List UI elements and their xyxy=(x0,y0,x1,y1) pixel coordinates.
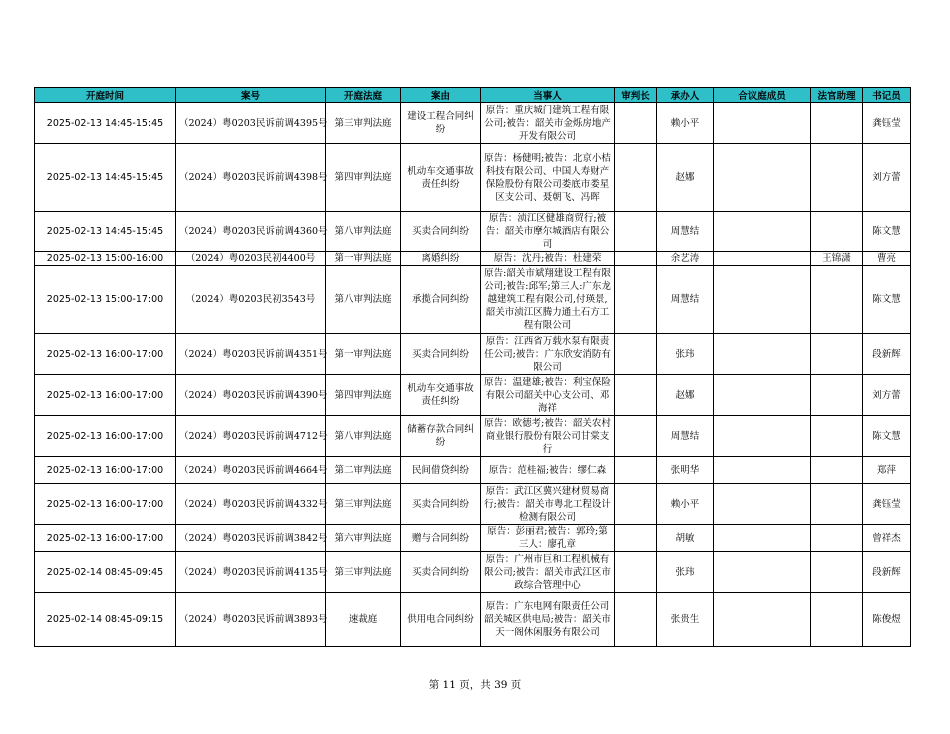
cell-clerk: 陈文慧 xyxy=(863,416,911,457)
cell-assistant xyxy=(811,334,863,375)
cell-handler: 胡敏 xyxy=(657,525,714,552)
cell-court: 第八审判法庭 xyxy=(326,266,401,334)
table-header-row xyxy=(35,88,911,103)
table-row xyxy=(35,334,911,375)
cell-panel xyxy=(714,103,811,144)
cell-clerk: 龚钰莹 xyxy=(863,103,911,144)
cell-court: 第四审判法庭 xyxy=(326,144,401,212)
table-row xyxy=(35,525,911,552)
col-header-chief-judge: 审判长 xyxy=(615,88,657,103)
cell-cause: 买卖合同纠纷 xyxy=(401,212,481,252)
table-row xyxy=(35,252,911,266)
cell-assistant xyxy=(811,266,863,334)
table-row xyxy=(35,593,911,647)
cell-chief-judge xyxy=(615,416,657,457)
table-row xyxy=(35,457,911,484)
cell-time: 2025-02-14 08:45-09:45 xyxy=(35,552,176,593)
cell-case-no: （2024）粤0203民诉前调3893号 xyxy=(176,593,326,647)
cell-time: 2025-02-13 14:45-15:45 xyxy=(35,144,176,212)
cell-panel xyxy=(714,334,811,375)
cell-time: 2025-02-13 16:00-17:00 xyxy=(35,334,176,375)
cell-parties: 原告：浈江区健雄商贸行;被告：韶关市摩尔城酒店有限公司 xyxy=(481,212,615,252)
cell-time: 2025-02-13 14:45-15:45 xyxy=(35,103,176,144)
cell-court: 第三审判法庭 xyxy=(326,484,401,525)
cell-parties: 原告：温建雄;被告：利宝保险有限公司韶关中心支公司、邓海祥 xyxy=(481,375,615,416)
cell-clerk: 龚钰莹 xyxy=(863,484,911,525)
cell-case-no: （2024）粤0203民诉前调4360号 xyxy=(176,212,326,252)
col-header-handler: 承办人 xyxy=(657,88,714,103)
cell-chief-judge xyxy=(615,252,657,266)
cell-cause: 民间借贷纠纷 xyxy=(401,457,481,484)
cell-clerk: 刘方蕾 xyxy=(863,375,911,416)
cell-handler: 赖小平 xyxy=(657,484,714,525)
cell-cause: 买卖合同纠纷 xyxy=(401,552,481,593)
cell-handler: 张明华 xyxy=(657,457,714,484)
table-row xyxy=(35,103,911,144)
cell-chief-judge xyxy=(615,525,657,552)
cell-case-no: （2024）粤0203民诉前调4398号 xyxy=(176,144,326,212)
cell-parties: 原告:韶关市斌翔建设工程有限公司;被告:邱军;第三人:广东龙越建筑工程有限公司,付瑛景,韶关市浈江区腾力通土石方工程有限公司 xyxy=(481,266,615,334)
cell-chief-judge xyxy=(615,484,657,525)
col-header-assistant: 法官助理 xyxy=(811,88,863,103)
cell-time: 2025-02-13 16:00-17:00 xyxy=(35,484,176,525)
cell-chief-judge xyxy=(615,144,657,212)
cell-case-no: （2024）粤0203民诉前调4664号 xyxy=(176,457,326,484)
cell-assistant xyxy=(811,484,863,525)
cell-time: 2025-02-13 15:00-16:00 xyxy=(35,252,176,266)
cell-parties: 原告：江西省万载水泵有限责任公司;被告：广东欣安消防有限公司 xyxy=(481,334,615,375)
cell-court: 第六审判法庭 xyxy=(326,525,401,552)
cell-clerk: 刘方蕾 xyxy=(863,144,911,212)
cell-chief-judge xyxy=(615,457,657,484)
cell-assistant xyxy=(811,552,863,593)
cell-panel xyxy=(714,416,811,457)
cell-panel xyxy=(714,212,811,252)
cell-case-no: （2024）粤0203民诉前调4395号 xyxy=(176,103,326,144)
cell-parties: 原告：范桂福;被告：缪仁森 xyxy=(481,457,615,484)
cell-cause: 机动车交通事故责任纠纷 xyxy=(401,375,481,416)
cell-chief-judge xyxy=(615,266,657,334)
cell-clerk: 曹亮 xyxy=(863,252,911,266)
cell-parties: 原告：彭丽君;被告：郭玲;第三人：廖孔章 xyxy=(481,525,615,552)
cell-time: 2025-02-14 08:45-09:15 xyxy=(35,593,176,647)
cell-chief-judge xyxy=(615,552,657,593)
cell-cause: 机动车交通事故责任纠纷 xyxy=(401,144,481,212)
table-row xyxy=(35,552,911,593)
cell-time: 2025-02-13 16:00-17:00 xyxy=(35,457,176,484)
cell-assistant xyxy=(811,457,863,484)
cell-panel xyxy=(714,525,811,552)
cell-parties: 原告：广州市巨和工程机械有限公司;被告：韶关市武江区市政综合管理中心 xyxy=(481,552,615,593)
cell-assistant xyxy=(811,144,863,212)
cell-case-no: （2024）粤0203民诉前调4712号 xyxy=(176,416,326,457)
col-header-court: 开庭法庭 xyxy=(326,88,401,103)
col-header-clerk: 书记员 xyxy=(863,88,911,103)
col-header-cause: 案由 xyxy=(401,88,481,103)
cell-chief-judge xyxy=(615,334,657,375)
hearing-schedule-table xyxy=(34,87,911,647)
cell-parties: 原告：武江区冀兴建材贸易商行;被告：韶关市粤北工程设计检测有限公司 xyxy=(481,484,615,525)
cell-chief-judge xyxy=(615,375,657,416)
cell-panel xyxy=(714,552,811,593)
cell-handler: 周慧结 xyxy=(657,416,714,457)
cell-clerk: 段新辉 xyxy=(863,334,911,375)
cell-clerk: 陈文慧 xyxy=(863,266,911,334)
col-header-parties: 当事人 xyxy=(481,88,615,103)
cell-case-no: （2024）粤0203民初3543号 xyxy=(176,266,326,334)
col-header-panel: 合议庭成员 xyxy=(714,88,811,103)
cell-assistant xyxy=(811,525,863,552)
cell-panel xyxy=(714,593,811,647)
cell-handler: 赵娜 xyxy=(657,144,714,212)
cell-case-no: （2024）粤0203民诉前调4390号 xyxy=(176,375,326,416)
cell-handler: 余艺涛 xyxy=(657,252,714,266)
cell-assistant xyxy=(811,103,863,144)
cell-chief-judge xyxy=(615,212,657,252)
cell-handler: 周慧结 xyxy=(657,212,714,252)
cell-cause: 买卖合同纠纷 xyxy=(401,334,481,375)
cell-court: 第八审判法庭 xyxy=(326,416,401,457)
cell-cause: 储蓄存款合同纠纷 xyxy=(401,416,481,457)
table-row xyxy=(35,375,911,416)
cell-court: 速裁庭 xyxy=(326,593,401,647)
cell-assistant xyxy=(811,416,863,457)
cell-cause: 供用电合同纠纷 xyxy=(401,593,481,647)
cell-parties: 原告：重庆城门建筑工程有限公司;被告：韶关市金烁房地产开发有限公司 xyxy=(481,103,615,144)
cell-parties: 原告：广东电网有限责任公司韶关城区供电局;被告：韶关市天一阁休闲服务有限公司 xyxy=(481,593,615,647)
cell-case-no: （2024）粤0203民诉前调4332号 xyxy=(176,484,326,525)
cell-panel xyxy=(714,266,811,334)
cell-panel xyxy=(714,375,811,416)
cell-court: 第一审判法庭 xyxy=(326,252,401,266)
page-footer: 第 11 页，共 39 页 xyxy=(428,679,522,691)
cell-cause: 赠与合同纠纷 xyxy=(401,525,481,552)
cell-court: 第三审判法庭 xyxy=(326,103,401,144)
table-row xyxy=(35,416,911,457)
cell-cause: 离婚纠纷 xyxy=(401,252,481,266)
cell-handler: 赖小平 xyxy=(657,103,714,144)
cell-clerk: 陈文慧 xyxy=(863,212,911,252)
cell-time: 2025-02-13 16:00-17:00 xyxy=(35,525,176,552)
cell-time: 2025-02-13 14:45-15:45 xyxy=(35,212,176,252)
cell-assistant: 王锦潇 xyxy=(811,252,863,266)
cell-panel xyxy=(714,252,811,266)
col-header-time: 开庭时间 xyxy=(35,88,176,103)
cell-cause: 建设工程合同纠纷 xyxy=(401,103,481,144)
cell-parties: 原告：杨健明;被告：北京小桔科技有限公司、中国人寿财产保险股份有限公司娄底市娄星区支公司、聂朝飞、冯晖 xyxy=(481,144,615,212)
cell-clerk: 陈俊煜 xyxy=(863,593,911,647)
cell-assistant xyxy=(811,212,863,252)
table-row xyxy=(35,484,911,525)
cell-time: 2025-02-13 16:00-17:00 xyxy=(35,375,176,416)
cell-chief-judge xyxy=(615,593,657,647)
cell-case-no: （2024）粤0203民初4400号 xyxy=(176,252,326,266)
cell-time: 2025-02-13 16:00-17:00 xyxy=(35,416,176,457)
cell-cause: 承揽合同纠纷 xyxy=(401,266,481,334)
cell-court: 第三审判法庭 xyxy=(326,552,401,593)
cell-panel xyxy=(714,484,811,525)
cell-assistant xyxy=(811,375,863,416)
cell-court: 第八审判法庭 xyxy=(326,212,401,252)
cell-clerk: 曾祥杰 xyxy=(863,525,911,552)
cell-court: 第二审判法庭 xyxy=(326,457,401,484)
col-header-case-no: 案号 xyxy=(176,88,326,103)
cell-assistant xyxy=(811,593,863,647)
cell-panel xyxy=(714,457,811,484)
cell-clerk: 段新辉 xyxy=(863,552,911,593)
cell-parties: 原告：沈丹;被告：杜建荣 xyxy=(481,252,615,266)
cell-handler: 张贵生 xyxy=(657,593,714,647)
cell-chief-judge xyxy=(615,103,657,144)
table-row xyxy=(35,144,911,212)
cell-cause: 买卖合同纠纷 xyxy=(401,484,481,525)
cell-handler: 张玮 xyxy=(657,552,714,593)
table-row xyxy=(35,266,911,334)
table-row xyxy=(35,212,911,252)
cell-handler: 张玮 xyxy=(657,334,714,375)
cell-case-no: （2024）粤0203民诉前调4351号 xyxy=(176,334,326,375)
cell-parties: 原告：欧德考;被告：韶关农村商业银行股份有限公司甘棠支行 xyxy=(481,416,615,457)
cell-panel xyxy=(714,144,811,212)
cell-clerk: 郑萍 xyxy=(863,457,911,484)
cell-court: 第四审判法庭 xyxy=(326,375,401,416)
cell-case-no: （2024）粤0203民诉前调3842号 xyxy=(176,525,326,552)
cell-court: 第一审判法庭 xyxy=(326,334,401,375)
cell-time: 2025-02-13 15:00-17:00 xyxy=(35,266,176,334)
cell-handler: 周慧结 xyxy=(657,266,714,334)
cell-case-no: （2024）粤0203民诉前调4135号 xyxy=(176,552,326,593)
cell-handler: 赵娜 xyxy=(657,375,714,416)
